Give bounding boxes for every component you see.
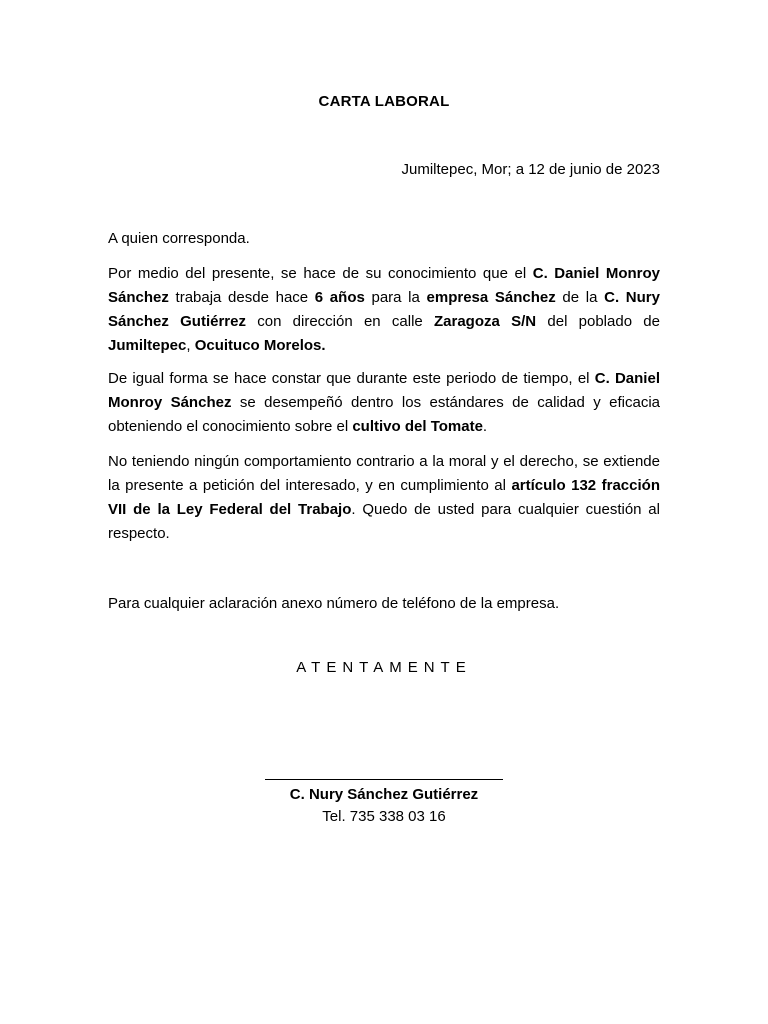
text-run: trabaja desde hace <box>168 289 315 306</box>
closing-text: ATENTAMENTE <box>296 659 472 676</box>
paragraph-employment <box>108 262 660 358</box>
text-run: , <box>186 337 195 354</box>
text-run: de la <box>555 289 605 306</box>
municipality-name: Ocuituco Morelos. <box>194 337 326 354</box>
text-run: De igual forma se hace constar que durante este periodo de tiempo, el <box>108 370 595 387</box>
text-run: . <box>482 418 488 435</box>
signature-line <box>265 779 503 780</box>
text-run: . Quedo de usted para cualquier cuestión al respecto. <box>108 501 660 542</box>
text-run: No teniendo ningún comportamiento contrario a la moral y el derecho, se extiende la presente a petición del interesado, y en cumplimiento al <box>108 453 660 494</box>
employer-name: C. Nury Sánchez Gutiérrez <box>108 289 660 330</box>
letter-date: Jumiltepec, Mor; a 12 de junio de 2023 <box>401 161 660 178</box>
paragraph-legal <box>108 450 660 546</box>
street-address: Zaragoza S/N <box>434 313 537 330</box>
crop-knowledge: cultivo del Tomate <box>352 418 483 435</box>
text-run: Por medio del presente, se hace de su conocimiento que el <box>108 265 533 282</box>
text-run: para la <box>364 289 427 306</box>
signer-phone: Tel. 735 338 03 16 <box>322 808 446 825</box>
text-run: del poblado de <box>536 313 660 330</box>
paragraph-contact-note: Para cualquier aclaración anexo número de teléfono de la empresa. <box>108 595 560 612</box>
company-name: empresa Sánchez <box>426 289 556 306</box>
employee-name: C. Daniel Monroy Sánchez <box>108 265 661 306</box>
text-run: con dirección en calle <box>245 313 434 330</box>
letter-title: CARTA LABORAL <box>318 93 450 110</box>
salutation: A quien corresponda. <box>108 230 250 247</box>
employee-name: C. Daniel Monroy Sánchez <box>108 370 660 411</box>
law-reference: artículo 132 fracción VII de la Ley Federal del Trabajo <box>108 477 660 518</box>
town-name: Jumiltepec <box>108 337 187 354</box>
signer-name: C. Nury Sánchez Gutiérrez <box>289 786 479 803</box>
employment-duration: 6 años <box>314 289 365 306</box>
text-run: se desempeñó dentro los estándares de calidad y eficacia obteniendo el conocimiento sobre el <box>108 394 661 435</box>
paragraph-performance <box>108 367 660 439</box>
